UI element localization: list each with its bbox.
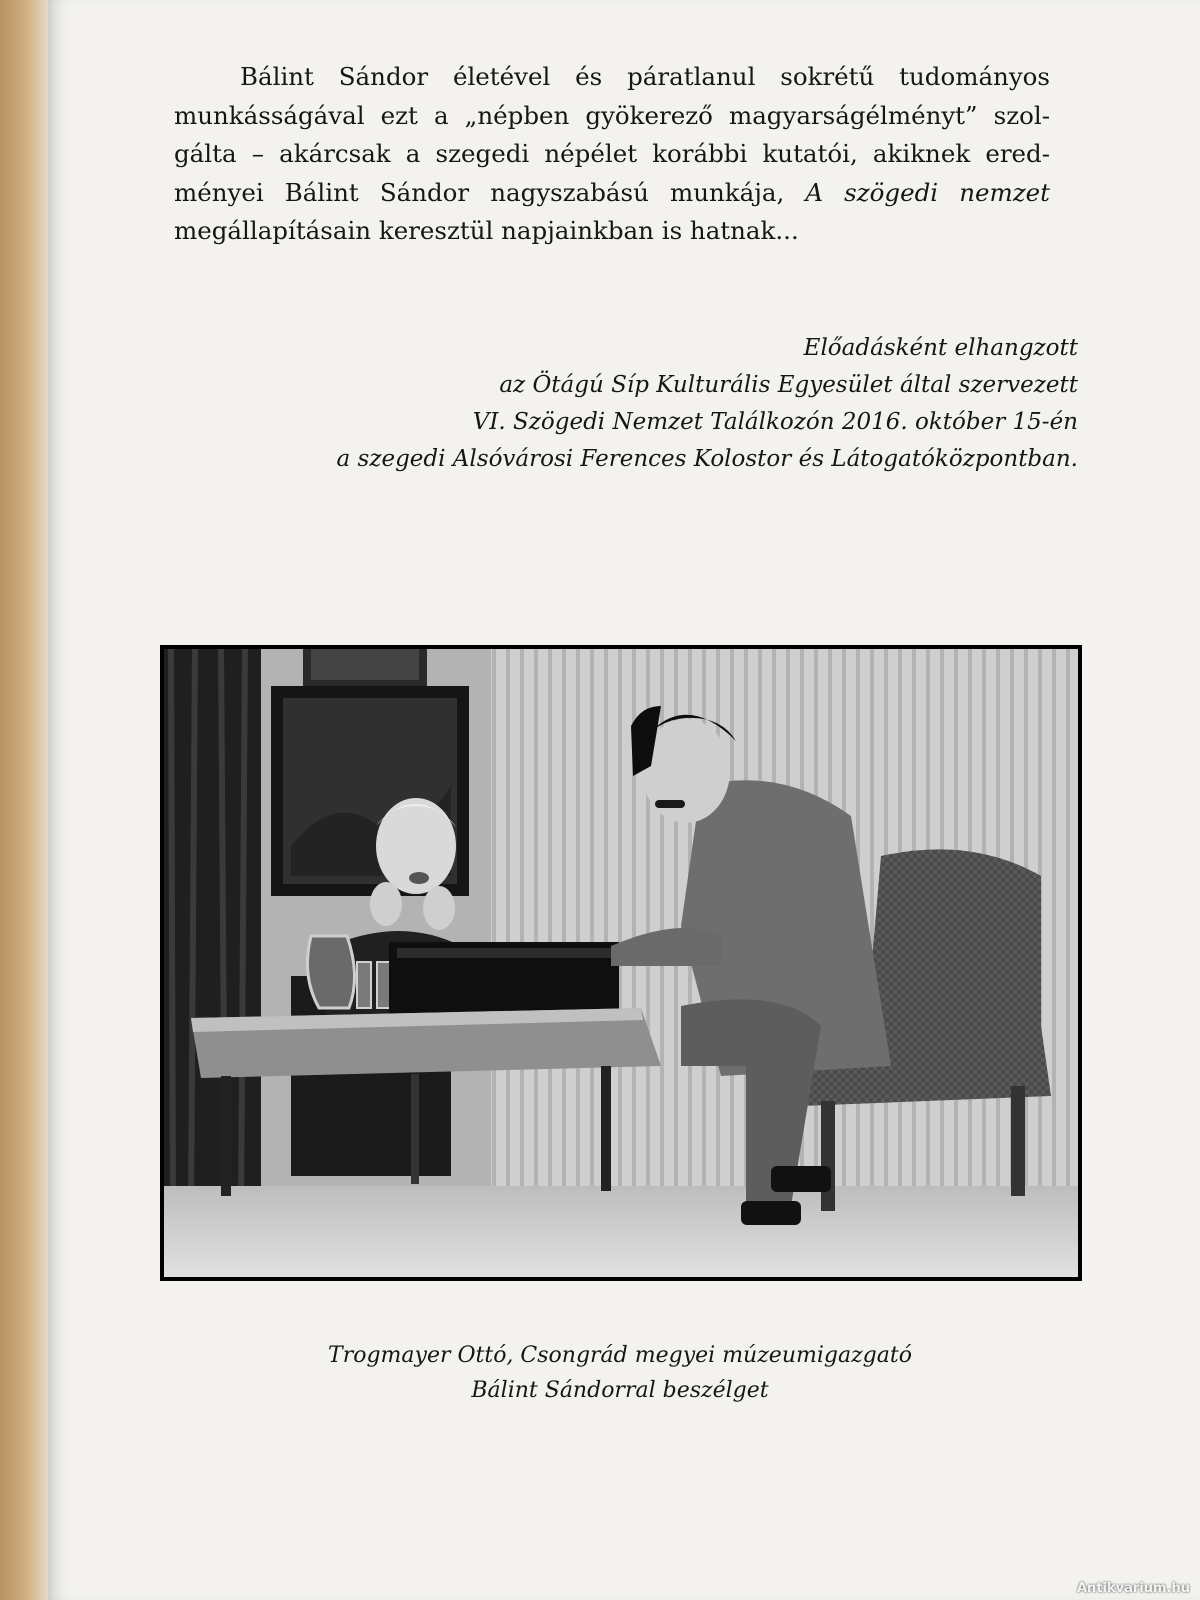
note-line: a szegedi Alsóvárosi Ferences Kolostor és Látogatóközpontban. [336,446,1078,472]
body-paragraph [174,58,1050,251]
book-title-italic: A szögedi nemzet [805,177,1050,207]
body-text-part: Bálint Sándor életével és páratlanul sokrétű tudományos munkásságával ezt a „népben gyökerező magyarságélményt” szol [174,62,1050,130]
body-text-part: megállapításain keresztül napjainkban is hatnak... [174,216,799,245]
body-text-part: gálta – akárcsak a szegedi népélet korábbi kutatói, akiknek ered [174,139,1042,168]
body-hyphen: - [1041,100,1050,130]
watermark: Antikvarium.hu [1077,1581,1190,1596]
note-line: Előadásként elhangzott [803,335,1078,361]
note-line: VI. Szögedi Nemzet Találkozón 2016. október 15-én [472,409,1078,435]
photo-illustration [161,646,1081,1280]
note-line: az Ötágú Síp Kulturális Egyesület által szervezett [499,372,1078,398]
caption-line: Bálint Sándorral beszélget [471,1378,769,1403]
book-spine-edge [0,0,52,1600]
body-text-part: ményei Bálint Sándor nagyszabású munkája, [174,177,806,207]
body-hyphen: - [1041,139,1050,168]
black-and-white-photo [160,645,1082,1281]
photo-caption [160,1338,1080,1408]
caption-line: Trogmayer Ottó, Csongrád megyei múzeumigazgató [328,1343,912,1368]
lecture-note [174,330,1078,478]
